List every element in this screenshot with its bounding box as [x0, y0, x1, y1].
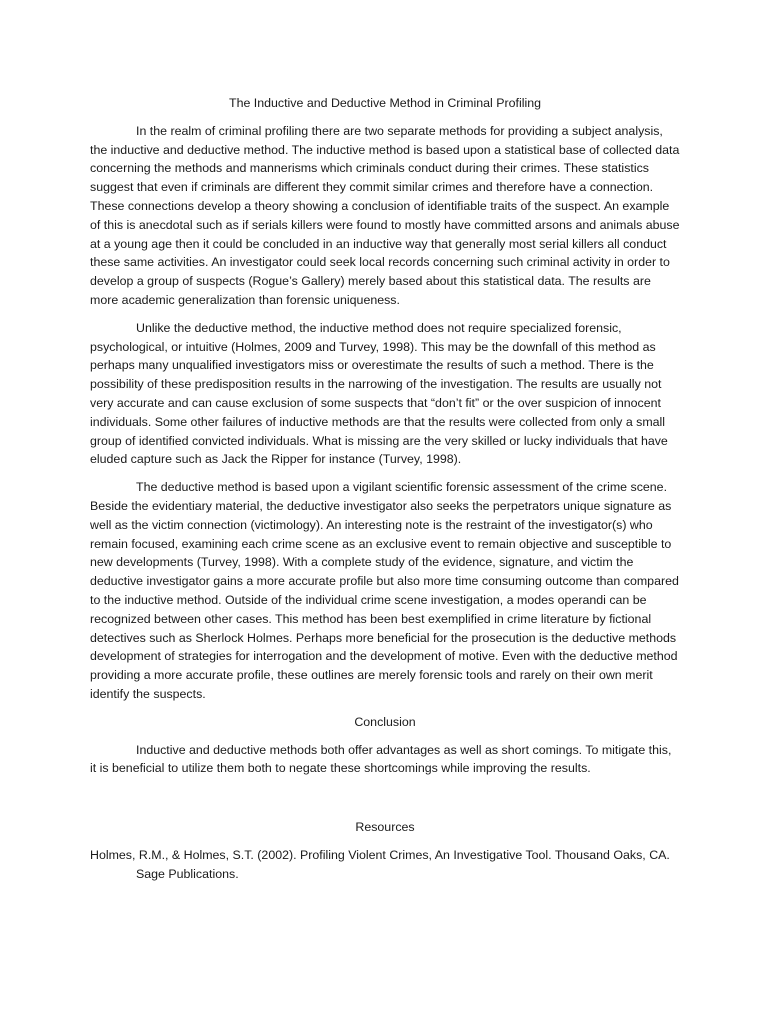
document-page [90, 94, 680, 883]
document-title: The Inductive and Deductive Method in Criminal Profiling [229, 96, 541, 110]
resources-heading: Resources [355, 820, 415, 835]
paragraph-intro: In the realm of criminal profiling there are two separate methods for providing a subject analysis, the inductive and deductive method. The inductive method is based upon a statistical base of collected data concerning the methods and mannerisms which criminals conduct during their crimes. These statistics suggest that even if criminals are different they commit similar crimes and therefore have a connection. These connections develop a theory showing a conclusion of identifiable traits of the suspect. An example of this is anecdotal such as if serials killers were found to mostly have committed arsons and animals abuse at a young age then it could be concluded in an inductive way that generally most serial killers all conduct these same activities. An investigator could seek local records concerning such criminal activity in order to develop a group of suspects (Rogue’s Gallery) merely based about this statistical data. The results are more academic generalization than forensic uniqueness. [90, 123, 680, 307]
reference-entry: Holmes, R.M., & Holmes, S.T. (2002). Profiling Violent Crimes, An Investigative Tool. Thousand Oaks, CA. Sage Publications. [90, 847, 670, 881]
paragraph-inductive: Unlike the deductive method, the inductive method does not require specialized forensic, psychological, or intuitive (Holmes, 2009 and Turvey, 1998). This may be the downfall of this method as perhaps many unqualified investigators miss or overestimate the results of such a method. There is the possibility of these predisposition results in the narrowing of the investigation. The results are usually not very accurate and can cause exclusion of some suspects that “don’t fit” or the over suspicion of innocent individuals. Some other failures of inductive methods are that the results were collected from only a small group of identified convicted individuals. What is missing are the very skilled or lucky individuals that have eluded capture such as Jack the Ripper for instance (Turvey, 1998). [90, 320, 668, 467]
paragraph-deductive: The deductive method is based upon a vigilant scientific forensic assessment of the crime scene. Beside the evidentiary material, the deductive investigator also seeks the perpetrators unique signature as well as the victim connection (victimology). An interesting note is the restraint of the investigator(s) who remain focused, examining each crime scene as an exclusive event to remain objective and susceptible to new developments (Turvey, 1998). With a complete study of the evidence, signature, and victim the deductive investigator gains a more accurate profile but also more time consuming outcome than compared to the inductive method. Outside of the individual crime scene investigation, a modes operandi can be recognized between other cases. This method has been best exemplified in crime literature by fictional detectives such as Sherlock Holmes. Perhaps more beneficial for the prosecution is the deductive methods development of strategies for interrogation and the development of motive. Even with the deductive method providing a more accurate profile, these outlines are merely forensic tools and rarely on their own merit identify the suspects. [90, 480, 679, 701]
conclusion-heading: Conclusion [354, 714, 416, 729]
paragraph-conclusion: Inductive and deductive methods both offer advantages as well as short comings. To mitigate this, it is beneficial to utilize them both to negate these shortcomings while improving the results. [90, 742, 672, 776]
